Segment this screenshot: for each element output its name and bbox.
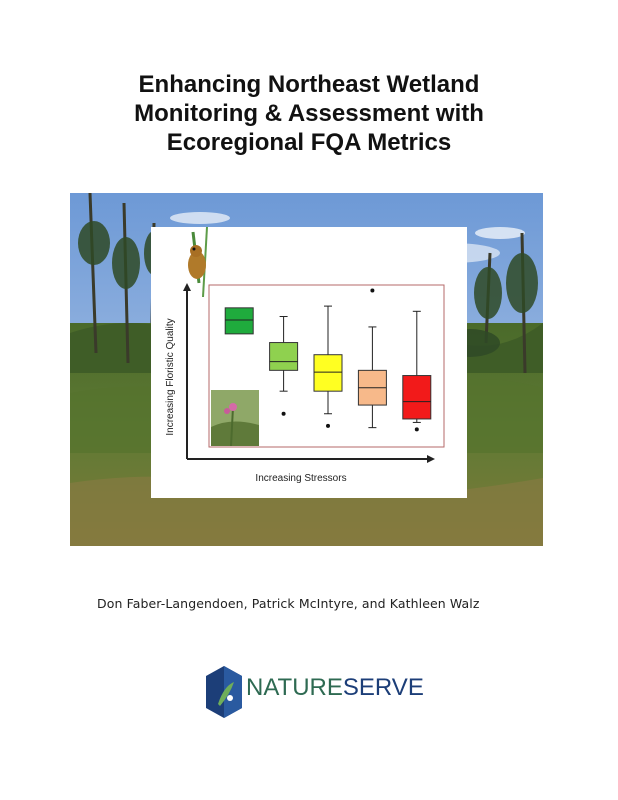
box-outlier <box>415 427 419 431</box>
report-title <box>0 70 618 157</box>
box-iqr <box>403 376 431 419</box>
natureserve-logo <box>204 662 424 722</box>
x-axis-label: Increasing Stressors <box>255 473 347 484</box>
logo-serve: SERVE <box>342 674 424 701</box>
logo-nature: NATURE <box>246 674 343 701</box>
box-outlier <box>282 412 286 416</box>
natureserve-hexagon-icon <box>204 664 244 720</box>
authors-line: Don Faber-Langendoen, Patrick McIntyre, and Kathleen Walz <box>97 596 480 611</box>
box-iqr <box>270 343 298 371</box>
box-outlier <box>326 424 330 428</box>
stress-response-boxplot <box>151 227 467 498</box>
box-outlier <box>370 288 374 292</box>
y-axis-label: Increasing Floristic Quality <box>165 318 176 436</box>
logo-wordmark <box>246 674 424 702</box>
title-line: Monitoring & Assessment with <box>134 100 484 127</box>
title-line: Enhancing Northeast Wetland <box>138 71 480 98</box>
box-iqr <box>314 355 342 391</box>
title-line: Ecoregional FQA Metrics <box>166 129 452 156</box>
box-iqr <box>225 308 253 334</box>
inset-wetland-photo <box>211 390 259 446</box>
